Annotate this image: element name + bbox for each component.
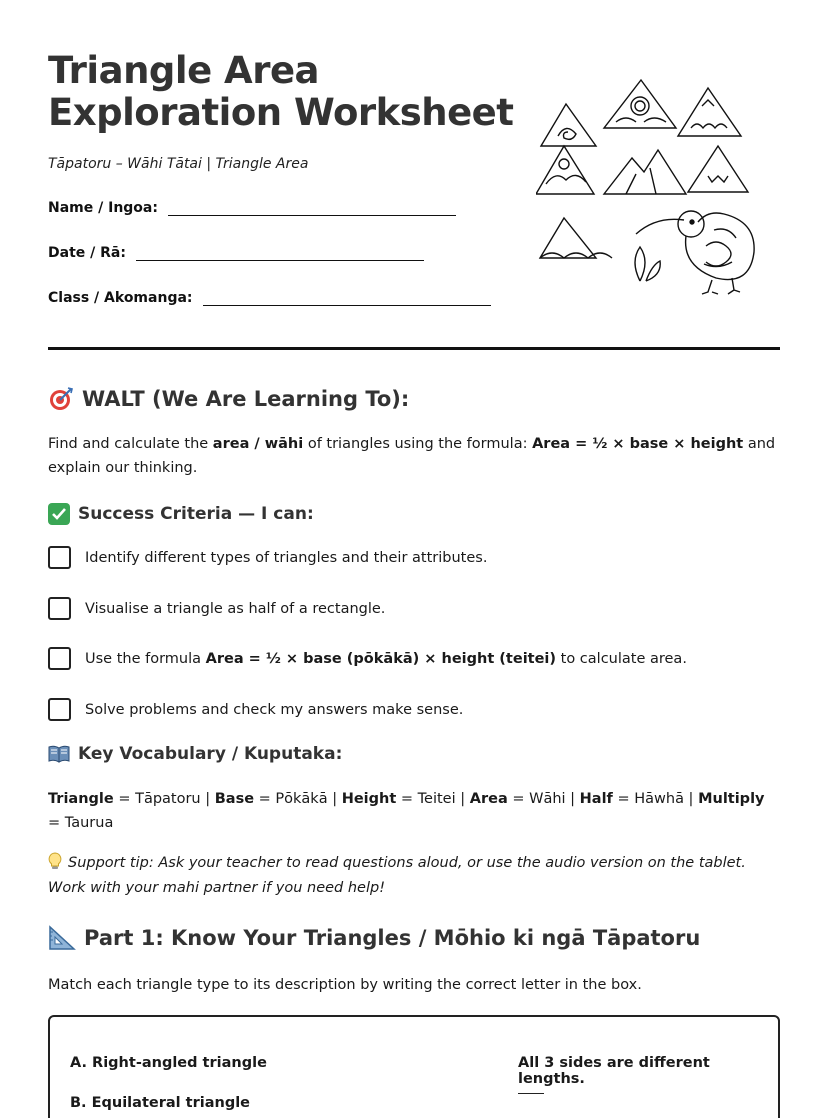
- vocab-term-triangle: Triangle: [48, 791, 114, 807]
- vocab-term-half: Half: [579, 791, 613, 807]
- vocabulary-heading-text: Key Vocabulary / Kuputaka:: [78, 744, 343, 764]
- spiral-triangle-icon: [541, 104, 596, 146]
- vocab-def-multiply: = Taurua: [48, 815, 114, 831]
- support-tip: [48, 851, 780, 901]
- page-subtitle: Tāpatoru – Wāhi Tātai | Triangle Area: [48, 156, 309, 172]
- success-criteria-heading-text: Success Criteria — I can:: [78, 504, 314, 524]
- vocab-term-area: Area: [469, 791, 508, 807]
- walt-text-2: of triangles using the formula:: [303, 436, 533, 452]
- name-input-line[interactable]: [168, 200, 456, 216]
- class-label: Class / Akomanga:: [48, 290, 193, 306]
- description-1: All 3 sides are different lengths.: [518, 1055, 710, 1087]
- vocab-def-area: = Wāhi |: [507, 791, 580, 807]
- mountain-triangle-icon: [678, 88, 741, 136]
- mountain-range-icon: [604, 150, 686, 194]
- walt-description: [48, 432, 780, 480]
- criteria-text-3: [85, 651, 687, 667]
- criteria-checkbox-1[interactable]: [48, 546, 71, 569]
- criteria-text-1: Identify different types of triangles and their attributes.: [85, 549, 488, 566]
- title-line-2: Exploration Worksheet: [48, 91, 514, 134]
- target-icon: [48, 386, 74, 412]
- triangles-kiwi-illustration: [536, 76, 756, 296]
- vocab-def-base: = Pōkākā |: [254, 791, 342, 807]
- walt-bold-1: area / wāhi: [212, 436, 304, 452]
- walt-formula: Area = ½ × base × height: [532, 436, 744, 452]
- part1-heading: [48, 925, 700, 951]
- page-title: [48, 50, 518, 134]
- criteria-text-3-post: to calculate area.: [556, 650, 687, 667]
- kiwi-bird-icon: [636, 211, 754, 294]
- date-field: [48, 245, 424, 261]
- vocab-def-triangle: = Tāpatoru |: [113, 791, 215, 807]
- date-label: Date / Rā:: [48, 245, 126, 261]
- name-field: [48, 200, 456, 216]
- criteria-text-4: Solve problems and check my answers make sense.: [85, 701, 464, 718]
- name-label: Name / Ingoa:: [48, 200, 158, 216]
- fern-icon: [635, 247, 660, 281]
- lightbulb-icon: [48, 852, 62, 870]
- part1-instructions: Match each triangle type to its description by writing the correct letter in the box.: [48, 977, 642, 993]
- walt-heading-text: WALT (We Are Learning To):: [82, 387, 410, 411]
- criteria-item-1: [48, 546, 487, 569]
- vocab-term-base: Base: [214, 791, 255, 807]
- walt-text-1: Find and calculate the: [48, 436, 213, 452]
- class-input-line[interactable]: [203, 290, 491, 306]
- matching-box: [48, 1015, 780, 1118]
- face-triangle-icon: [688, 146, 748, 192]
- criteria-checkbox-3[interactable]: [48, 647, 71, 670]
- vocab-def-height: = Teitei |: [396, 791, 470, 807]
- book-icon: [48, 744, 70, 764]
- vocab-term-height: Height: [341, 791, 397, 807]
- support-tip-text: Support tip: Ask your teacher to read questions aloud, or use the audio version on the tablet. Work with your mahi partner if you need help!: [48, 855, 746, 896]
- part1-heading-text: Part 1: Know Your Triangles / Mōhio ki ngā Tāpatoru: [84, 926, 701, 950]
- triangle-type-a: A. Right-angled triangle: [70, 1055, 267, 1071]
- title-line-1: Triangle Area: [48, 49, 319, 92]
- walt-text-3: and explain our thinking.: [48, 436, 776, 476]
- vocabulary-heading: [48, 744, 342, 764]
- criteria-text-3-pre: Use the formula: [85, 650, 206, 667]
- walt-heading: [48, 386, 409, 412]
- hills-triangle-icon: [540, 218, 612, 258]
- vocabulary-list: [48, 787, 780, 835]
- criteria-item-3: [48, 647, 687, 670]
- check-mark-icon: [48, 503, 70, 525]
- criteria-item-4: [48, 698, 463, 721]
- criteria-text-2: Visualise a triangle as half of a rectangle.: [85, 600, 386, 617]
- class-field: [48, 290, 491, 306]
- worksheet-page: [48, 0, 780, 1118]
- wave-triangle-icon: [536, 146, 594, 194]
- criteria-checkbox-4[interactable]: [48, 698, 71, 721]
- criteria-checkbox-2[interactable]: [48, 597, 71, 620]
- vocab-term-multiply: Multiply: [698, 791, 765, 807]
- triangle-ruler-icon: [48, 925, 76, 951]
- vocab-def-half: = Hāwhā |: [612, 791, 699, 807]
- date-input-line[interactable]: [136, 245, 424, 261]
- success-criteria-heading: [48, 503, 314, 525]
- criteria-formula: Area = ½ × base (pōkākā) × height (teitei): [205, 650, 557, 667]
- answer-blank-1[interactable]: [518, 1093, 544, 1094]
- header-divider: [48, 347, 780, 350]
- triangle-type-b: B. Equilateral triangle: [70, 1095, 251, 1111]
- koru-triangle-icon: [604, 80, 676, 128]
- criteria-item-2: [48, 597, 385, 620]
